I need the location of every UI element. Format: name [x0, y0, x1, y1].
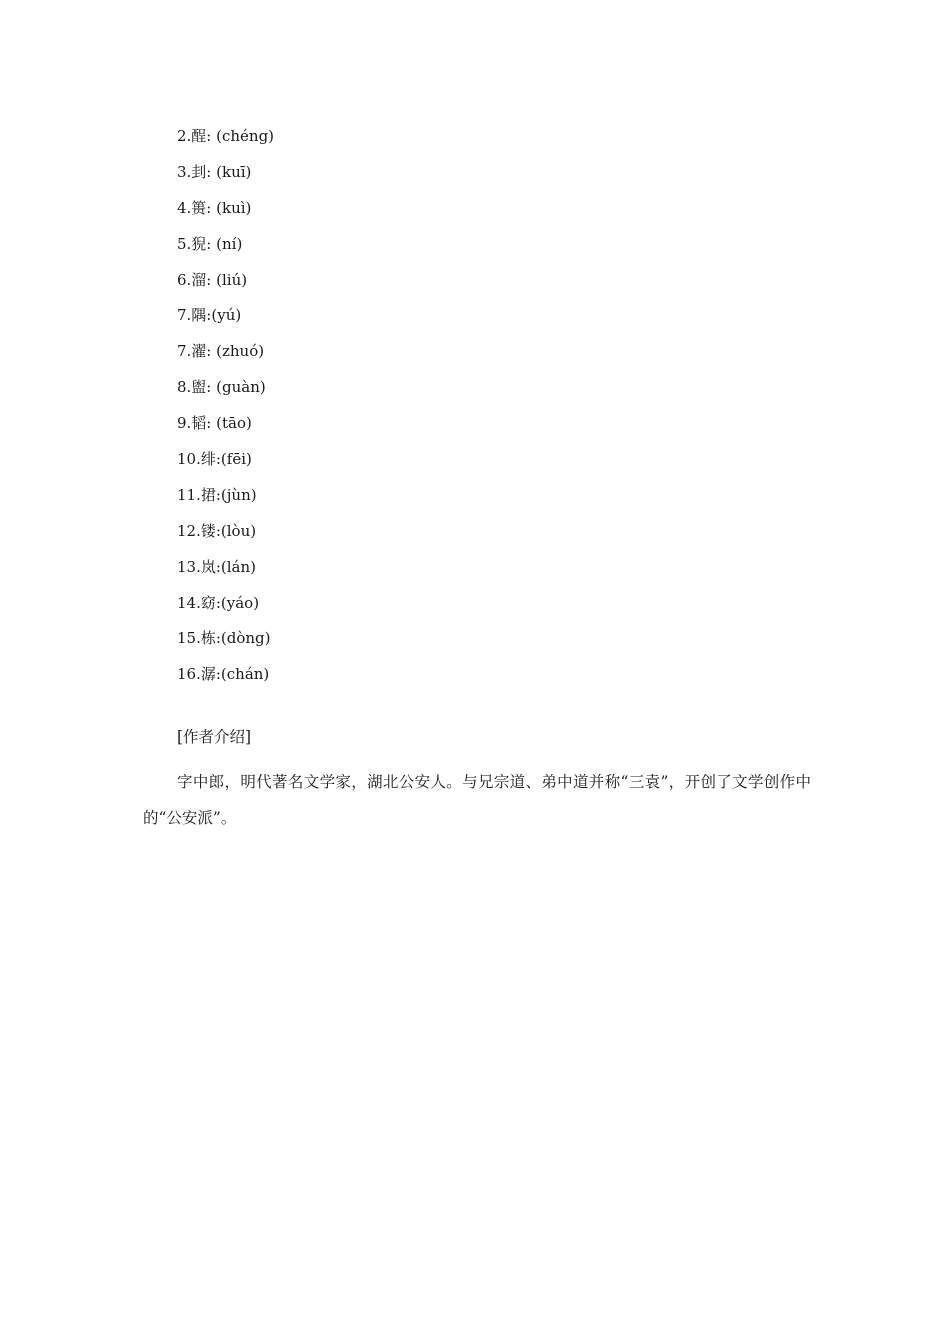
- pronunciation-item: 14.窈:(yáo): [177, 593, 260, 612]
- author-introduction-text: 字中郎，明代著名文学家，湖北公安人。与兄宗道、弟中道并称“三袁”，开创了文学创作中的“公安派”。: [143, 773, 811, 827]
- author-section-heading: [作者介绍]: [177, 728, 252, 746]
- pronunciation-item: 16.潺:(chán): [177, 665, 270, 684]
- pronunciation-item: 13.岚:(lán): [177, 557, 257, 576]
- pronunciation-item: 11.捃:(jùn): [177, 485, 257, 504]
- pronunciation-item: 6.溜: (liú): [177, 270, 248, 289]
- pronunciation-item: 9.韬: (tāo): [177, 414, 252, 433]
- pronunciation-item: 2.酲: (chéng): [177, 127, 275, 145]
- pronunciation-item: 7.隅:(yú): [177, 306, 242, 325]
- pronunciation-list: [177, 126, 274, 700]
- pronunciation-item: 12.镂:(lòu): [177, 521, 257, 540]
- pronunciation-item: 4.篑: (kuì): [177, 198, 252, 217]
- pronunciation-item: 3.刲: (kuī): [177, 162, 252, 181]
- pronunciation-item: 5.猊: (ní): [177, 234, 243, 253]
- pronunciation-item: 10.绯:(fēi): [177, 450, 252, 469]
- pronunciation-item: 15.栋:(dòng): [177, 629, 271, 648]
- pronunciation-item: 7.濯: (zhuó): [177, 342, 265, 361]
- pronunciation-item: 8.盥: (guàn): [177, 378, 266, 397]
